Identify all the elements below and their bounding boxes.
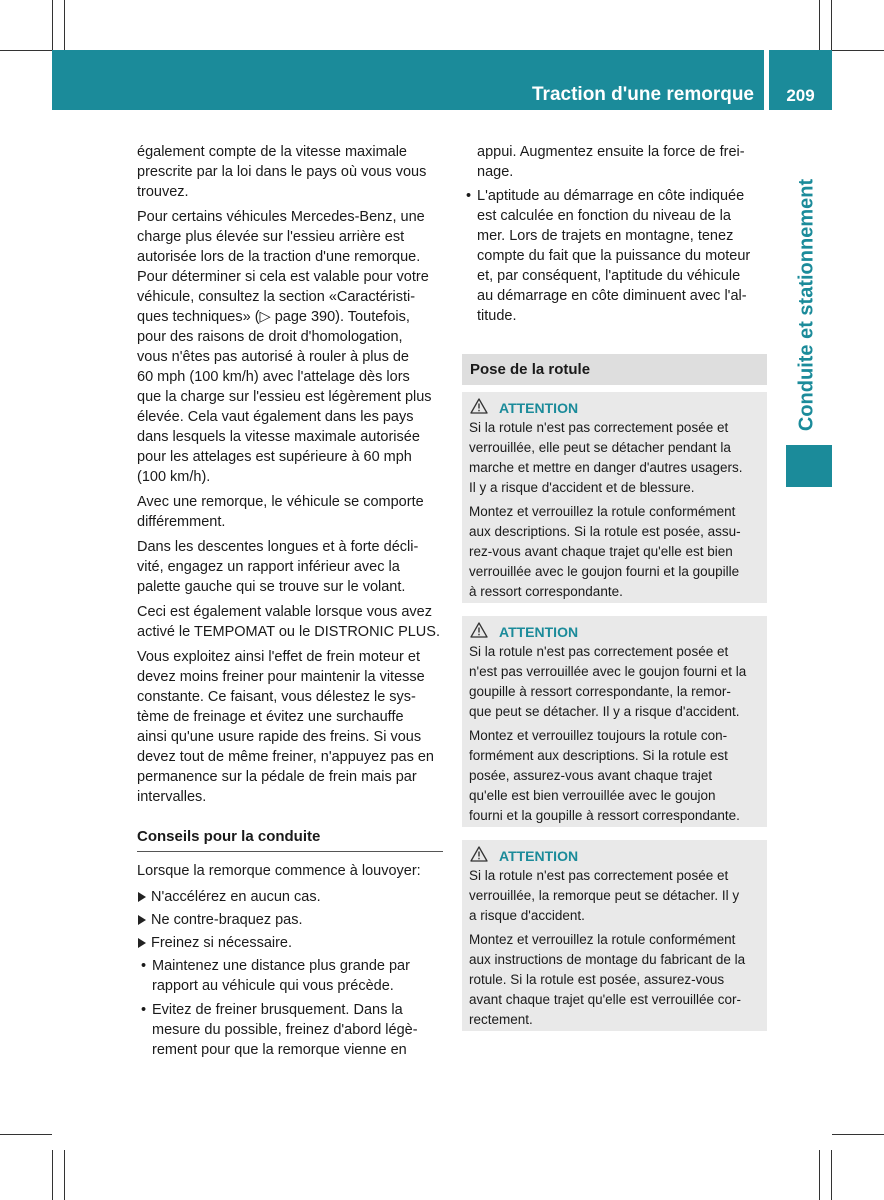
text-line: mer. Lors de trajets en montagne, tenez (477, 228, 734, 244)
text-line: Dans les descentes longues et à forte décli- (137, 539, 419, 555)
warning-paragraph (469, 866, 761, 926)
side-tab-marker (786, 445, 832, 487)
warning-header (462, 616, 767, 642)
text-line: marche et mettre en danger d'autres usagers. (469, 460, 743, 475)
body-paragraph (137, 537, 443, 597)
text-line: nage. (477, 164, 514, 180)
warning-header (462, 392, 767, 418)
text-line: Evitez de freiner brusquement. Dans la (152, 1002, 403, 1018)
crop-mark (832, 50, 884, 51)
text-line: permanence sur la pédale de frein mais par (137, 769, 417, 785)
text-line: Montez et verrouillez toujours la rotule con- (469, 728, 728, 743)
bullet-text (477, 186, 767, 326)
list-item (137, 956, 443, 996)
crop-mark (832, 1134, 884, 1135)
warning-box (462, 616, 767, 827)
crop-mark (819, 0, 820, 50)
text-line: que la charge sur l'essieu est légèrement plus (137, 389, 432, 405)
text-line: fourni et la goupille à ressort correspondante. (469, 808, 740, 823)
text-line: pour les attelages est supérieure à 60 mph (137, 449, 412, 465)
text-line: qu'elle est bien verrouillée avec le goujon (469, 788, 716, 803)
text-line: pour des raisons de droit d'homologation, (137, 329, 403, 345)
text-line: différemment. (137, 514, 226, 530)
text-line: mesure du possible, freinez d'abord légè- (152, 1022, 418, 1038)
body-paragraph (137, 602, 443, 642)
warning-body (462, 866, 767, 1030)
left-paragraphs (137, 142, 443, 807)
text-line: Montez et verrouillez la rotule conformément (469, 932, 736, 947)
text-line: Maintenez une distance plus grande par (152, 958, 410, 974)
text-line: Si la rotule n'est pas correctement posée et (469, 420, 729, 435)
page-number: 209 (786, 86, 815, 105)
text-line: dans lesquels la vitesse maximale autorisée (137, 429, 420, 445)
warning-paragraph (469, 642, 761, 722)
text-line: constante. Ce faisant, vous délestez le sys- (137, 689, 416, 705)
step-text: Ne contre-braquez pas. (151, 912, 303, 928)
section-header-bar (462, 354, 767, 385)
right-column (462, 142, 767, 330)
warning-triangle-icon (470, 622, 488, 638)
step-text: N'accélérez en aucun cas. (151, 889, 321, 905)
instruction-step (137, 887, 443, 907)
chapter-header (52, 50, 764, 110)
side-tab-label: Conduite et stationnement (795, 178, 818, 432)
text-line: et, par conséquent, l'aptitude du véhicule (477, 268, 741, 284)
text-line: (100 km/h). (137, 469, 211, 485)
body-paragraph (137, 142, 443, 202)
step-arrow-icon (138, 938, 146, 948)
bullet-list (137, 956, 443, 1060)
text-line: rez-vous avant chaque trajet qu'elle est bien (469, 544, 733, 559)
text-line: L'aptitude au démarrage en côte indiquée (477, 188, 745, 204)
text-line: aux descriptions. Si la rotule est posée, assu- (469, 524, 741, 539)
instruction-steps (137, 887, 443, 953)
warning-body (462, 418, 767, 602)
text-line: posée, assurez-vous avant chaque trajet (469, 768, 713, 783)
warning-paragraph (469, 930, 761, 1030)
text-line: que peut se détacher. Il y a risque d'accident. (469, 704, 740, 719)
bullet-dot: • (141, 958, 147, 974)
text-line: également compte de la vitesse maximale (137, 144, 407, 160)
instruction-step (137, 910, 443, 930)
warning-triangle-icon (470, 398, 488, 414)
crop-mark (52, 1150, 53, 1200)
text-line: 60 mph (100 km/h) avec l'attelage dès lors (137, 369, 410, 385)
chapter-title: Traction d'une remorque (532, 84, 754, 105)
text-line: Pour certains véhicules Mercedes-Benz, une (137, 209, 425, 225)
warning-title: ATTENTION (499, 624, 579, 640)
text-line: autorisée lors de la traction d'une remorque. (137, 249, 421, 265)
warning-triangle-icon (470, 846, 488, 862)
text-line: titude. (477, 308, 517, 324)
list-item (137, 1000, 443, 1060)
body-paragraph (137, 492, 443, 532)
continued-text (462, 142, 767, 182)
warning-header (462, 840, 767, 866)
text-line: a risque d'accident. (469, 908, 585, 923)
bullet-dot: • (466, 188, 472, 204)
text-line: Pour déterminer si cela est valable pour votre (137, 269, 429, 285)
text-line: trouvez. (137, 184, 189, 200)
text-line: aux instructions de montage du fabricant de la (469, 952, 746, 967)
crop-mark (0, 1134, 52, 1135)
text-line: intervalles. (137, 789, 207, 805)
warning-paragraph (469, 502, 761, 602)
text-line: Vous exploitez ainsi l'effet de frein moteur et (137, 649, 420, 665)
section-intro: Lorsque la remorque commence à louvoyer: (137, 863, 421, 879)
text-line: goupille à ressort correspondante, la remor- (469, 684, 731, 699)
text-line: Si la rotule n'est pas correctement posée et (469, 644, 729, 659)
crop-mark (52, 0, 53, 50)
warning-box (462, 840, 767, 1031)
text-line: prescrite par la loi dans le pays où vous vous (137, 164, 427, 180)
text-line: avant chaque trajet qu'elle est verrouillée cor- (469, 992, 741, 1007)
section-title-driving-tips: Conseils pour la conduite (137, 827, 443, 852)
text-line: au démarrage en côte diminuent avec l'al- (477, 288, 747, 304)
text-line: à ressort correspondante. (469, 584, 623, 599)
text-line: devez tout de même freiner, n'appuyez pas en (137, 749, 434, 765)
text-line: élevée. Cela vaut également dans les pays (137, 409, 414, 425)
step-arrow-icon (138, 915, 146, 925)
warning-paragraph (469, 418, 761, 498)
crop-mark (0, 50, 52, 51)
crop-mark (831, 1150, 832, 1200)
section-title-ball-mount: Pose de la rotule (470, 361, 591, 378)
bullet-dot: • (141, 1002, 147, 1018)
text-line: ques techniques» (▷ page 390). Toutefois, (137, 309, 410, 325)
text-line: est calculée en fonction du niveau de la (477, 208, 731, 224)
text-line: vous n'êtes pas autorisé à rouler à plus de (137, 349, 409, 365)
warning-title: ATTENTION (499, 400, 579, 416)
text-line: Ceci est également valable lorsque vous avez (137, 604, 432, 620)
step-text: Freinez si nécessaire. (151, 935, 293, 951)
text-line: Si la rotule n'est pas correctement posée et (469, 868, 729, 883)
body-paragraph (137, 207, 443, 487)
left-column (137, 142, 443, 1064)
text-line: verrouillée, la remorque peut se détacher. Il y (469, 888, 740, 903)
step-arrow-icon (138, 892, 146, 902)
text-line: rement pour que la remorque vienne en (152, 1042, 407, 1058)
text-line: ainsi qu'une usure rapide des freins. Si vous (137, 729, 422, 745)
text-line: appui. Augmentez ensuite la force de frei- (477, 144, 745, 160)
text-line: activé le TEMPOMAT ou le DISTRONIC PLUS. (137, 624, 440, 640)
warning-box (462, 392, 767, 603)
text-line: verrouillée avec le goujon fourni et la goupille (469, 564, 740, 579)
warning-body (462, 642, 767, 826)
text-line: véhicule, consultez la section «Caractéristi- (137, 289, 416, 305)
text-line: vité, engagez un rapport inférieur avec la (137, 559, 400, 575)
text-line: rotule. Si la rotule est posée, assurez-vous (469, 972, 725, 987)
text-line: Avec une remorque, le véhicule se comporte (137, 494, 424, 510)
crop-mark (831, 0, 832, 50)
list-item (462, 186, 767, 326)
text-line: Il y a risque d'accident et de blessure. (469, 480, 695, 495)
text-line: tème de freinage et évitez une surchauffe (137, 709, 404, 725)
body-paragraph (137, 647, 443, 807)
text-line: palette gauche qui se trouve sur le volant. (137, 579, 406, 595)
text-line: formément aux descriptions. Si la rotule est (469, 748, 728, 763)
text-line: compte du fait que la puissance du moteur (477, 248, 751, 264)
page-number-box (769, 50, 832, 110)
warning-paragraph (469, 726, 761, 826)
crop-mark (819, 1150, 820, 1200)
warning-title: ATTENTION (499, 848, 579, 864)
text-line: n'est pas verrouillée avec le goujon fourni et la (469, 664, 747, 679)
crop-mark (64, 1150, 65, 1200)
text-line: rapport au véhicule qui vous précède. (152, 978, 394, 994)
text-line: rectement. (469, 1012, 533, 1027)
text-line: Montez et verrouillez la rotule conformément (469, 504, 736, 519)
text-line: devez moins freiner pour maintenir la vitesse (137, 669, 425, 685)
instruction-step (137, 933, 443, 953)
text-line: verrouillée, elle peut se détacher pendant la (469, 440, 731, 455)
crop-mark (64, 0, 65, 50)
text-line: charge plus élevée sur l'essieu arrière est (137, 229, 405, 245)
